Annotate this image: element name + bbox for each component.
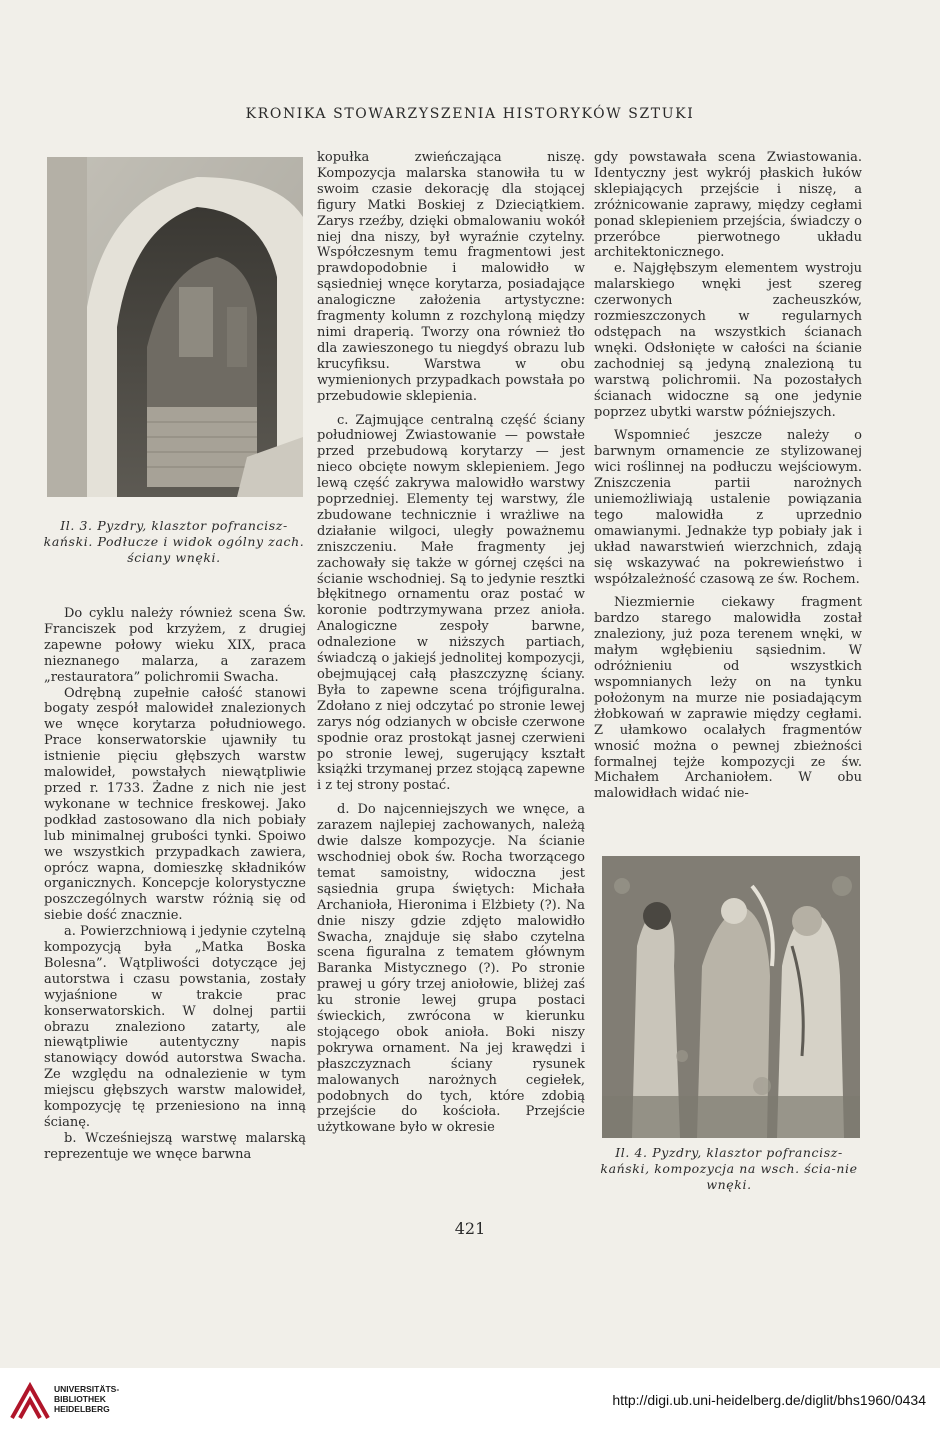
library-name-line: BIBLIOTHEK: [54, 1394, 106, 1404]
paragraph: Niezmiernie ciekawy fragment bardzo starego malowidła został znaleziony, już poza terenem wnęki, w małym wgłębieniu sąsiednim. W odróżnieniu od wszystkich wspomnianych leży on na tynku położonym na murze nie posiadającym żłobkowań w zaprawie między cegłami. Z ułamkowo ocalałych fragmentów wnosić można o pewnej zbieżności formalnej tejże kompozycji ze św. Michałem Archaniołem. W obu malowidłach widać nie-: [594, 595, 862, 802]
figure-3-photo: [47, 157, 303, 497]
heidelberg-library-logo-icon[interactable]: [8, 1378, 52, 1422]
paragraph: Odrębną zupełnie całość stanowi bogaty zespół malowideł znalezionych we wnęce korytarza południowego. Prace konserwatorskie ujawniły tu istnienie pięciu głębszych warstw malowideł, powstałych niewątpliwie przed r. 1733. Żadne z nich nie jest wykonane w technice freskowej. Jako podkład zastosowano dla nich pobiały lub minimalnej grubości tynki. Spoiwo we wszystkich przypadkach zawiera, oprócz wapna, domieszkę składników organicznych. Koncepcje kolorystyczne poszczególnych warstw różnią się od siebie dość znacznie.: [44, 685, 306, 924]
library-name[interactable]: [54, 1384, 119, 1414]
paragraph: a. Powierzchniową i jedynie czytelną kompozycją była „Matka Boska Bolesna”. Wątpliwości dotyczące jej autorstwa i czasu powstania, zostały wyjaśnione w trakcie prac konserwatorskich. W dolnej partii obrazu znaleziono zatarty, ale niewątpliwie autentyczny napis stanowiący dowód autorstwa Swacha. Ze względu na odnalezienie w tym miejscu głębszych warstw malowideł, kompozycję tę przeniesiono na inną ścianę.: [44, 924, 306, 1130]
text-column-right: [594, 150, 862, 802]
text-column-middle: [317, 150, 585, 1136]
paragraph: Wspomnieć jeszcze należy o barwnym ornamencie ze stylizowanej wici roślinnej na podłuczu wejściowym. Zniszczenia partii narożnych uniemożliwiają ustalenie powiązania tego malowidła z uprzednio omawianymi. Jednakże typ pobiały jak i układ nawarstwień wierzchnich, zdają się wskazywać na pokrewieństwo i współzależność czasową ze św. Rochem.: [594, 428, 862, 587]
paragraph: e. Najgłębszym elementem wystroju malarskiego wnęki jest szereg czerwonych zacheuszków, rozmieszczonych w regularnych odstępach na wszystkich ścianach wnęki. Odsłonięte w całości na ścianie zachodniej są jedyną znalezioną tu warstwą polichromii. Na pozostałych ścianach widoczne są one jedynie poprzez ubytki warstw późniejszych.: [594, 261, 862, 420]
paragraph: kopułka zwieńczająca niszę. Kompozycja malarska stanowiła tu w swoim czasie dekorację dla stojącej figury Matki Boskiej z Dzieciątkiem. Zarys rzeźby, dzięki obmalowaniu wokół niej dna niszy, był wyraźnie czytelny. Współczesnym temu fragmentowi jest prawdopodobnie i malowidło w sąsiedniej wnęce korytarza, posiadające analogiczne założenia artystyczne: fragmenty kolumn z rozchyloną między nimi draperią. Tworzy ona również tło dla zawieszonego tu niegdyś obrazu lub krucyfiksu. Warstwa w obu wymienionych przypadkach powstała po przebudowie sklepienia.: [317, 150, 585, 404]
paragraph: d. Do najcenniejszych we wnęce, a zarazem najlepiej zachowanych, należą dwie dalsze kompozycje. Na ścianie wschodniej obok św. Rocha tworzącego temat samoistny, widoczna jest sąsiednia grupa świętych: Michała Archanioła, Hieronima i Elżbiety (?). Na dnie niszy gdzie zdjęto malowidło Swacha, znajduje się słabo czytelna scena figuralna z tematem głównym Baranka Mistycznego (?). Po stronie prawej u góry trzej aniołowie, bliżej zaś ku stronie lewej grupa postaci świeckich, zwrócona w kierunku stojącego obok anioła. Boki niszy pokrywa ornament. Na jej krawędzi i płaszczyznach ściany rysunek malowanych narożnych cegiełek, podobnych do tych, które zdobią przejście do kościoła. Przejście użytkowane było w okresie: [317, 802, 585, 1136]
source-url-link[interactable]: http://digi.ub.uni-heidelberg.de/diglit/bhs1960/0434: [612, 1392, 926, 1408]
paragraph: Do cyklu należy również scena Św. Franciszek pod krzyżem, z drugiej zapewne połowy wieku XIX, praca nieznanego malarza, a zarazem „restauratora” polichromii Swacha.: [44, 606, 306, 685]
library-name-line: HEIDELBERG: [54, 1404, 110, 1414]
figure-4-photo: [602, 856, 860, 1138]
figure-4-caption: Il. 4. Pyzdry, klasztor pofrancisz-kański, kompozycja na wsch. ścia-nie wnęki.: [600, 1145, 858, 1192]
paragraph: gdy powstawała scena Zwiastowania. Identyczny jest wykrój płaskich łuków sklepiających przejście i niszę, a zróżnicowanie zaprawy, między cegłami ponad sklepieniem przejścia, świadczy o przeróbce pierwotnego układu architektonicznego.: [594, 150, 862, 261]
photo-wall-painting-figures-icon: [602, 856, 860, 1138]
paragraph: c. Zajmujące centralną część ściany południowej Zwiastowanie — powstałe przed przebudową korytarzy — jest nieco obcięte nowym sklepieniem. Jego lewą część zakrywa malowidło warstwy poprzedniej. Elementy tej warstwy, źle zbudowane technicznie i wrażliwe na działanie wilgoci, uległy poważnemu zniszczeniu. Małe fragmenty jej zachowały się także w górnej części na ścianie wschodniej. Są to jedynie resztki błękitnego ornamentu oraz postać w koronie podtrzymywana przez anioła. Analogiczne zespoły barwne, odnalezione w niższych partiach, świadczą o jakiejś jednolitej kompozycji, obejmującej całą płaszczyznę ściany. Była to zapewne scena trójfiguralna. Zdołano z niej odczytać po stronie lewej zarys nóg odzianych w obcisłe czerwone spodnie oraz prostokąt jasnej czerwieni po stronie lewej, sugerujący kształt książki trzymanej przez stojącą zapewne i z tej strony postać.: [317, 412, 585, 794]
digitization-footer: [0, 1368, 940, 1436]
text-column-left: [44, 606, 306, 1163]
running-head: KRONIKA STOWARZYSZENIA HISTORYKÓW SZTUKI: [245, 106, 695, 122]
paragraph: b. Wcześniejszą warstwę malarską reprezentuje we wnęce barwna: [44, 1130, 306, 1162]
figure-3-caption: Il. 3. Pyzdry, klasztor pofrancisz-kański. Podłucze i widok ogólny zach. ściany wnęki.: [43, 518, 305, 565]
photo-arched-niche-icon: [47, 157, 303, 497]
library-name-line: UNIVERSITÄTS-: [54, 1384, 120, 1394]
page-number: 421: [454, 1219, 486, 1238]
